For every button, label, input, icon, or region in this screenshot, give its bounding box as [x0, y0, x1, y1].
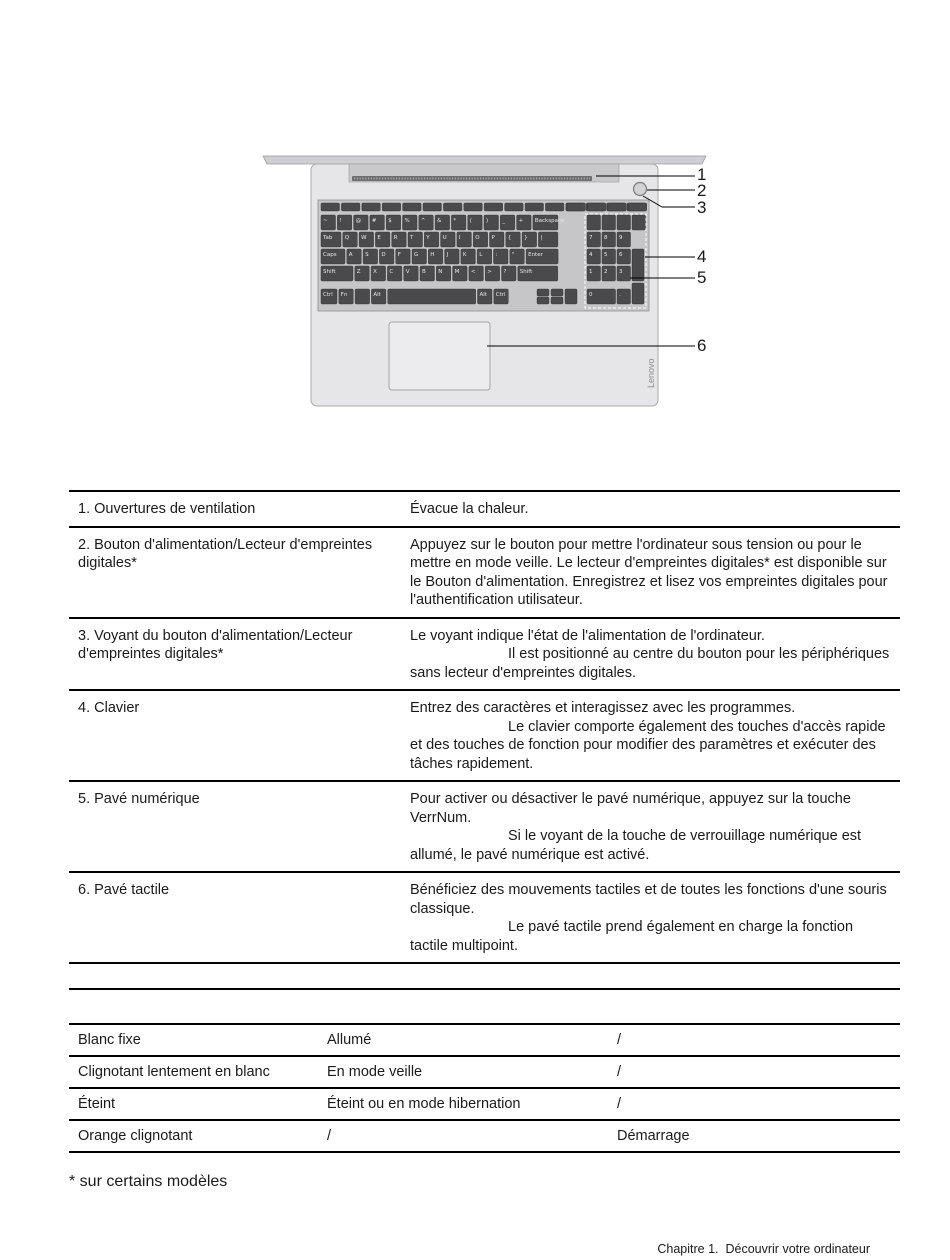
keyboard-key	[545, 203, 564, 211]
key-label: X	[373, 268, 377, 275]
key-label: 8	[604, 234, 608, 241]
keyboard-key	[565, 289, 577, 304]
keyboard-key	[551, 297, 563, 304]
keyboard-key	[443, 203, 462, 211]
keyboard-key	[632, 215, 646, 230]
callout-6: 6	[697, 336, 707, 355]
key-label: N	[438, 268, 443, 275]
key-label: Q	[344, 234, 350, 241]
keyboard-key	[525, 203, 544, 211]
indicator-cell: Orange clignotant	[78, 1127, 193, 1144]
keyboard-key	[587, 203, 606, 211]
keyboard-key	[551, 289, 563, 296]
power-indicator-status-table	[69, 1023, 900, 1153]
key-label: >	[487, 268, 492, 275]
key-label: D	[381, 251, 386, 258]
footer-title: Découvrir votre ordinateur	[725, 1242, 870, 1256]
power-button	[634, 183, 647, 196]
keyboard-key	[362, 203, 381, 211]
key-label: _	[502, 217, 506, 224]
state-cell: Démarrage	[617, 1127, 690, 1144]
table-row	[69, 618, 900, 691]
keyboard-key	[388, 289, 476, 304]
table-row	[69, 491, 900, 527]
key-label: 2	[604, 268, 608, 275]
key-label: :	[495, 251, 498, 258]
key-label: %	[404, 217, 410, 224]
key-label: +	[518, 217, 524, 224]
key-label: T	[410, 234, 414, 241]
keyboard-key	[382, 203, 401, 211]
table-row	[69, 872, 900, 963]
key-label: H	[430, 251, 435, 258]
callout-5: 5	[697, 268, 707, 287]
component-description: Évacue la chaleur.	[410, 501, 529, 517]
ventilation-grille	[352, 176, 592, 181]
key-label: 9	[619, 234, 623, 241]
keyboard-key	[341, 203, 360, 211]
key-label: *	[453, 217, 457, 224]
key-label: Y	[426, 234, 430, 241]
key-label: Z	[356, 268, 361, 275]
callout-4: 4	[697, 247, 707, 266]
keyboard-key	[632, 249, 644, 281]
callout-1: 1	[697, 165, 707, 184]
component-label: 3. Voyant du bouton d'alimentation/Lecteur d'empreintes digitales*	[78, 627, 353, 662]
table-row	[69, 1088, 900, 1120]
key-label: Tab	[323, 234, 333, 241]
key-label: B	[422, 268, 426, 275]
key-label: Fn	[340, 291, 348, 298]
key-label: $	[388, 217, 392, 224]
indicator-cell: Clignotant lentement en blanc	[78, 1063, 270, 1080]
key-label: }	[524, 234, 528, 241]
component-description: Pour activer ou désactiver le pavé numérique, appuyez sur la touche VerrNum. Si le voyant de la touche de verrouillage numérique est allumé, le pavé numérique est activé.	[410, 791, 862, 863]
touchpad	[389, 322, 490, 390]
state-cell: Allumé	[327, 1031, 372, 1048]
key-label: <	[470, 268, 476, 275]
indicator-cell: Éteint	[78, 1095, 116, 1112]
keyboard-key	[403, 203, 422, 211]
key-label: #	[371, 217, 377, 224]
key-label: 3	[619, 268, 623, 275]
key-label: P	[491, 234, 495, 241]
keyboard-key	[484, 203, 503, 211]
key-label: G	[414, 251, 419, 258]
laptop-top-view-illustration	[0, 0, 950, 430]
footer-chapter: Chapitre 1.	[657, 1242, 719, 1256]
component-description: Appuyez sur le bouton pour mettre l'ordinateur sous tension ou pour le mettre en mode veille. Le lecteur d'empreintes digitales* est disponible sur le Bouton d'alimentation. Enregistrez et lisez vos empreintes digitales pour l'authentification utilisateur.	[410, 536, 888, 608]
key-label: 5	[604, 251, 608, 258]
components-table	[69, 490, 900, 964]
component-label: 6. Pavé tactile	[78, 882, 170, 898]
key-label: K	[462, 251, 467, 258]
key-label: ^	[420, 217, 426, 224]
keyboard-key	[602, 215, 616, 230]
table-row	[69, 690, 900, 781]
key-label: Alt	[479, 291, 487, 298]
state-cell: /	[327, 1127, 332, 1144]
keyboard-key	[608, 203, 627, 211]
callout-2: 2	[697, 181, 707, 200]
table-header-rule	[69, 988, 900, 990]
component-note: Si le voyant de la touche de verrouillage numérique est allumé, le pavé numérique est activé.	[410, 828, 862, 863]
key-label: A	[348, 251, 353, 258]
key-label: R	[393, 234, 398, 241]
key-label: Enter	[528, 251, 543, 258]
state-cell: /	[617, 1031, 622, 1048]
component-label: 4. Clavier	[78, 700, 140, 716]
component-label: 1. Ouvertures de ventilation	[78, 501, 256, 517]
key-label: Shift	[323, 268, 336, 275]
key-label: !	[339, 217, 342, 224]
keyboard-key	[423, 203, 442, 211]
component-description: Bénéficiez des mouvements tactiles et de toutes les fonctions d'une souris classique. Le pavé tactile prend également en charge la fonction tactile multipoint.	[410, 882, 887, 954]
key-label: &	[437, 217, 442, 224]
key-label: Ctrl	[323, 291, 333, 298]
key-label: Ctrl	[495, 291, 506, 298]
footnote: * sur certains modèles	[69, 1173, 228, 1190]
key-label: Shift	[519, 268, 533, 275]
key-label: (	[469, 217, 472, 224]
key-label: 4	[589, 251, 593, 258]
key-label: .	[619, 291, 621, 298]
key-label: E	[377, 234, 381, 241]
keyboard-key	[632, 283, 644, 304]
key-label: 6	[619, 251, 623, 258]
table-row	[69, 527, 900, 618]
keyboard-key	[567, 203, 586, 211]
key-label: J	[446, 251, 449, 258]
key-label: 7	[589, 234, 593, 241]
key-label: |	[540, 234, 543, 241]
component-description: Entrez des caractères et interagissez avec les programmes. Le clavier comporte également des touches d'accès rapide et des touches de fonction pour modifier des paramètres et exécuter des tâches rapidement.	[410, 700, 886, 772]
key-label: Alt	[373, 291, 381, 298]
key-label: C	[389, 268, 394, 275]
key-label: 0	[589, 291, 593, 298]
keyboard-key	[537, 297, 549, 304]
key-label: Caps	[323, 251, 337, 258]
component-description: Le voyant indique l'état de l'alimentation de l'ordinateur. Il est positionné au centre du bouton pour les périphériques sans lecteur d'empreintes digitales.	[410, 627, 890, 681]
key-label: {	[507, 234, 512, 241]
indicator-cell: Blanc fixe	[78, 1031, 141, 1048]
key-label: M	[454, 268, 460, 275]
brand-logo: Lenovo	[646, 358, 656, 388]
keyboard-key	[321, 203, 340, 211]
keyboard-key	[617, 215, 631, 230]
callout-3: 3	[697, 198, 707, 217]
key-label: ?	[503, 268, 507, 275]
key-label: Backspace	[534, 217, 565, 224]
keyboard-key	[355, 289, 370, 304]
key-label: U	[442, 234, 447, 241]
key-label: 1	[589, 268, 593, 275]
key-label: ~	[323, 217, 328, 224]
key-label: W	[361, 234, 367, 241]
state-cell: Éteint ou en mode hibernation	[327, 1095, 521, 1112]
key-label: L	[479, 251, 483, 258]
key-label: "	[511, 251, 515, 258]
table-row	[69, 1024, 900, 1056]
keyboard-key	[537, 289, 549, 296]
table-row	[69, 1120, 900, 1152]
state-cell: /	[617, 1095, 622, 1112]
page-footer	[657, 1242, 870, 1256]
state-cell: /	[617, 1063, 622, 1080]
keyboard-key	[587, 215, 601, 230]
key-label: )	[486, 217, 489, 224]
state-cell: En mode veille	[327, 1063, 423, 1080]
component-note: Le pavé tactile prend également en charge la fonction tactile multipoint.	[410, 919, 854, 954]
key-label: F	[397, 251, 401, 258]
table-row	[69, 781, 900, 872]
key-label: @	[355, 217, 362, 224]
key-label: S	[365, 251, 369, 258]
keyboard-key	[464, 203, 483, 211]
component-label: 2. Bouton d'alimentation/Lecteur d'empreintes digitales*	[78, 536, 373, 571]
component-note: Il est positionné au centre du bouton pour les périphériques sans lecteur d'empreintes digitales.	[410, 646, 890, 681]
keyboard-key	[505, 203, 523, 211]
key-label: I	[458, 234, 461, 241]
keyboard-key	[628, 203, 647, 211]
key-label: V	[405, 268, 410, 275]
table-row	[69, 1056, 900, 1088]
component-label: 5. Pavé numérique	[78, 791, 200, 807]
component-note: Le clavier comporte également des touches d'accès rapide et des touches de fonction pour modifier des paramètres et exécuter des tâches rapidement.	[410, 718, 886, 772]
key-label: O	[475, 234, 480, 241]
